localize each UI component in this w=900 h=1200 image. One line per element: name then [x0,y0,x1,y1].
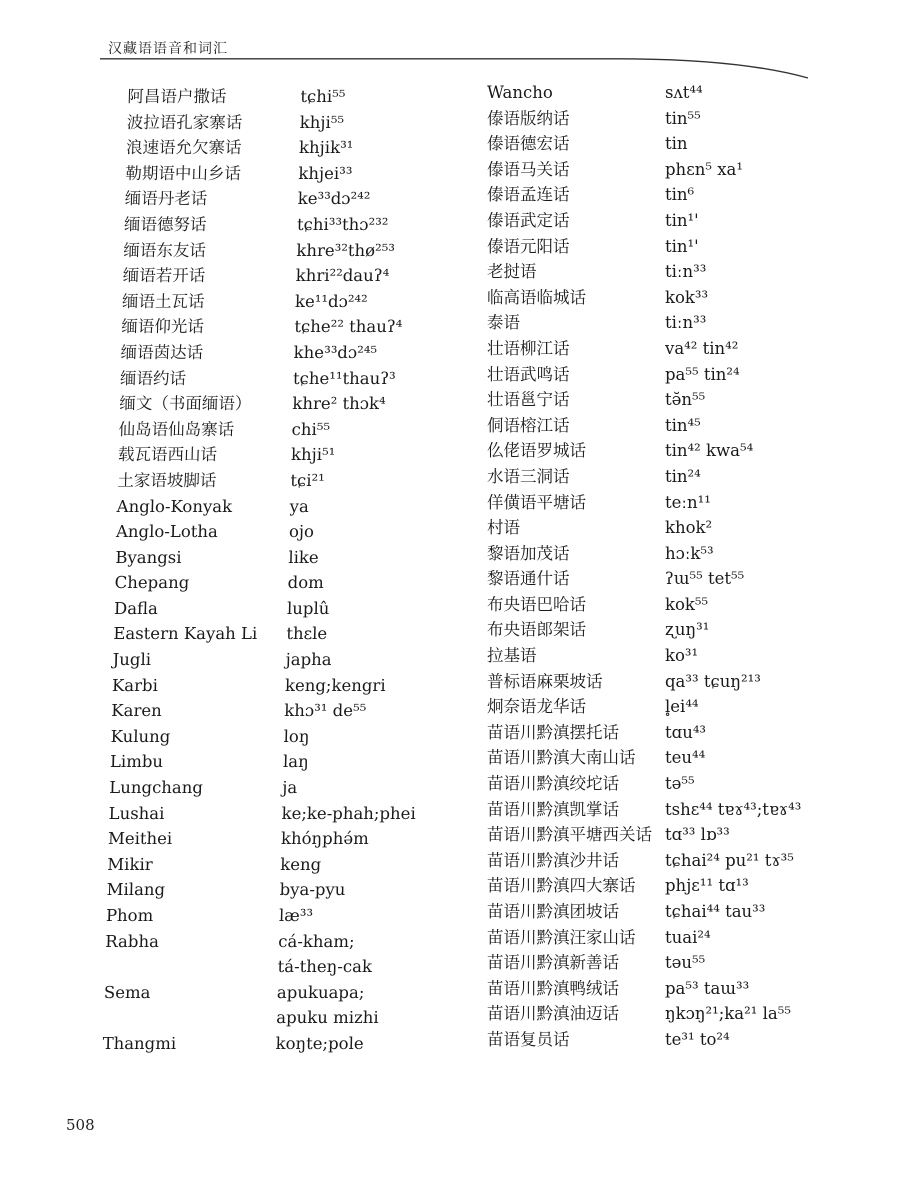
left-form-column [275,84,480,1057]
word-form: khji⁵⁵ [299,112,345,132]
word-form: tiːn³³ [665,313,707,333]
word-form: thɛle [286,624,328,644]
word-form: koŋte;pole [275,1033,364,1053]
word-form: khji⁵¹ [290,445,336,465]
word-form: phɛn⁵ xa¹ [665,159,743,179]
language-name: 缅语约话 [119,368,187,388]
language-name: Eastern Kayah Li [113,624,258,644]
word-form: luplû [286,598,330,618]
language-name: 苗语复员话 [487,1029,570,1049]
language-name: Jugli [112,650,152,670]
word-form: tin¹' [665,236,699,256]
language-name: 载瓦语西山话 [117,445,218,465]
language-name: 布央语郎架话 [487,620,586,640]
language-name: Anglo-Lotha [115,522,219,542]
language-name: 傣语武定话 [487,210,570,230]
language-name: 苗语川黔滇凯掌话 [487,799,619,819]
language-name: 傣语德宏话 [487,134,570,154]
word-form: va⁴² tin⁴² [665,338,739,358]
language-name: 缅语德努话 [123,214,207,234]
language-name: 侗语榕江话 [487,415,570,435]
language-name: 佯僙语平塘话 [487,492,586,512]
language-name: 苗语川黔滇油迈话 [487,1004,619,1024]
language-name: 水语三洞话 [487,466,570,486]
language-name: 傣语马关话 [487,159,570,179]
language-name: Meithei [107,829,173,849]
language-name: 苗语川黔滇鸭绒话 [487,978,619,998]
language-name: 缅文（书面缅语） [119,394,252,414]
word-form: ja [282,778,298,798]
word-form: tin⁵⁵ [665,108,701,128]
word-form: kok³³ [665,287,709,307]
word-form: ke;ke-phah;phei [281,803,416,823]
language-name: Limbu [109,752,164,772]
language-name: 黎语通什话 [487,569,570,589]
language-name: Rabha [105,931,160,951]
word-form: khre³²thø²⁵³ [296,240,396,260]
word-form: khok² [665,518,713,538]
word-form: cá-kham; [278,931,355,951]
language-name [104,954,265,980]
language-name: 村语 [487,518,520,538]
running-head: 汉藏语语音和词汇 [108,41,228,57]
word-form: bya-pyu [279,880,346,900]
language-name: 布央语巴哈话 [487,594,586,614]
word-form: ko³¹ [665,646,699,666]
word-form: tshɛ⁴⁴ tɐɤ⁴³;tɐɤ⁴³ [665,799,802,819]
word-form: tiːn³³ [665,262,707,282]
word-form: ke¹¹dɔ²⁴² [294,291,368,311]
language-name: 仫佬语罗城话 [487,441,586,461]
word-form: tɕi²¹ [290,470,325,490]
language-name: 壮语邕宁话 [487,390,570,410]
word-form: l̥ei⁴⁴ [665,697,699,717]
language-name: 苗语川黔滇汪家山话 [487,927,636,947]
word-form: tɕhe²² thauʔ⁴ [294,317,403,337]
language-name: 傣语孟连话 [487,185,570,205]
language-name: 缅语土瓦话 [121,291,205,311]
language-name: 苗语川黔滇大南山话 [487,748,636,768]
word-form: tin¹' [665,210,699,230]
word-form: kok⁵⁵ [665,594,709,614]
word-form: khe³³dɔ²⁴⁵ [293,342,378,362]
language-name: Milang [106,880,166,900]
language-name: Mikir [107,854,153,874]
word-form: tɕhi⁵⁵ [300,87,346,106]
word-form: khjei³³ [298,163,353,183]
word-form: tin [665,134,688,154]
language-name: 拉基语 [487,646,537,666]
word-form: læ³³ [278,906,314,925]
page-number: 508 [66,1116,95,1134]
word-form: tin⁴² kwa⁵⁴ [665,441,754,461]
language-name: 苗语川黔滇摆托话 [487,722,619,742]
word-form: tə⁵⁵ [665,774,695,794]
word-form: apukuapa; [276,982,365,1002]
language-name: 普标语麻栗坡话 [487,671,603,691]
word-form: khre² thɔk⁴ [292,394,386,414]
word-form: təu⁵⁵ [665,953,706,973]
word-form: teːn¹¹ [665,492,711,512]
language-name: 缅语茵达话 [120,342,204,362]
language-name: 傣语版纳话 [487,108,570,128]
language-name: 傣语元阳话 [487,236,570,256]
word-form: dom [287,573,325,593]
language-name: 苗语川黔滇沙井话 [487,850,619,870]
language-name: Thangmi [102,1033,177,1053]
word-form: tin²⁴ [665,466,701,486]
language-name: Karbi [111,675,159,695]
word-form: phjɛ¹¹ tɑ¹³ [665,876,749,896]
language-name: 勒期语中山乡话 [125,163,242,183]
language-name: 黎语加茂话 [487,543,570,563]
word-form: pa⁵⁵ tin²⁴ [665,364,740,384]
language-name: 苗语川黔滇四大寨话 [487,876,636,896]
language-name: 苗语川黔滇平塘西关话 [487,825,652,845]
language-name: Phom [105,906,154,925]
word-form: tin⁶ [665,185,695,205]
right-language-column [487,80,662,1053]
left-language-column [102,84,287,1057]
word-form: tɕhi³³thɔ²³² [296,214,389,234]
word-form: khjik³¹ [298,138,354,158]
word-form: hɔːk⁵³ [665,543,714,563]
word-form: tɕhai²⁴ pu²¹ tɤ³⁵ [665,850,794,870]
language-name: 临高语临城话 [487,287,586,307]
language-name: Lungchang [109,778,204,798]
language-name [103,1005,264,1031]
language-name: 缅语仰光话 [121,317,205,337]
language-name: Lushai [108,803,165,823]
word-form: tɑu⁴³ [665,722,707,742]
language-name: 土家语坡脚话 [117,470,217,490]
language-name: Sema [103,982,151,1002]
word-form: tin⁴⁵ [665,415,701,435]
word-form: teu⁴⁴ [665,748,706,768]
word-form: tɕhai⁴⁴ tau³³ [665,902,766,921]
word-form: like [288,547,319,567]
language-name: 苗语川黔滇新善话 [487,953,619,973]
word-form: chi⁵⁵ [291,419,331,439]
word-form: keng;kengri [284,675,386,695]
word-form: tuai²⁴ [665,927,711,947]
word-form: khóŋphə́m [280,829,370,849]
word-form: ke³³dɔ²⁴² [297,189,371,209]
language-name: Wancho [487,83,553,102]
language-name: 浪速语允欠寨话 [125,138,242,158]
word-form: ojo [288,522,315,542]
word-form: tə̆n⁵⁵ [665,390,706,410]
language-name: 苗语川黔滇绞坨话 [487,774,619,794]
language-name: 壮语柳江话 [487,338,570,358]
word-form: qa³³ tɕuŋ²¹³ [665,671,761,691]
word-form: keng [280,854,322,874]
language-name: 缅语丹老话 [124,189,208,209]
word-form: ʐuŋ³¹ [665,620,710,640]
word-form: sʌt⁴⁴ [665,83,703,102]
language-name: 仙岛语仙岛寨话 [118,419,235,439]
right-form-column [665,80,865,1053]
word-form: khri²²dauʔ⁴ [295,266,390,286]
language-name: Karen [111,701,163,721]
word-form: loŋ [283,726,310,746]
language-name: Anglo-Konyak [116,496,233,516]
language-name: Dafla [113,598,159,618]
word-form: te³¹ to²⁴ [665,1029,730,1049]
word-form: apuku mizhi [276,1008,379,1028]
word-form: tɕhe¹¹thauʔ³ [292,368,396,388]
language-name: 缅语若开话 [122,266,206,286]
language-name: 炯奈语龙华话 [487,697,586,717]
word-form: pa⁵³ taɯ³³ [665,978,750,998]
word-form: ŋkɔŋ²¹;ka²¹ la⁵⁵ [665,1004,791,1024]
language-name: 缅语东友话 [123,240,207,260]
language-name: 阿昌语户撒话 [127,87,227,106]
word-form: khɔ³¹ de⁵⁵ [284,701,367,721]
language-name: 老挝语 [487,262,537,282]
word-form: tɑ³³ lɒ³³ [665,825,730,845]
word-form: ya [289,496,310,516]
language-name: 泰语 [487,313,520,333]
language-name: 苗语川黔滇团坡话 [487,902,619,921]
language-name: Chepang [114,573,190,593]
language-name: 壮语武鸣话 [487,364,570,384]
language-name: Kulung [110,726,171,746]
word-form: tá-theŋ-cak [277,957,373,977]
language-name: 波拉语孔家寨话 [126,112,243,132]
word-form: japha [285,650,332,670]
word-form: ʔɯ⁵⁵ tet⁵⁵ [665,569,745,589]
language-name: Byangsi [115,547,182,567]
word-form: laŋ [282,752,309,772]
